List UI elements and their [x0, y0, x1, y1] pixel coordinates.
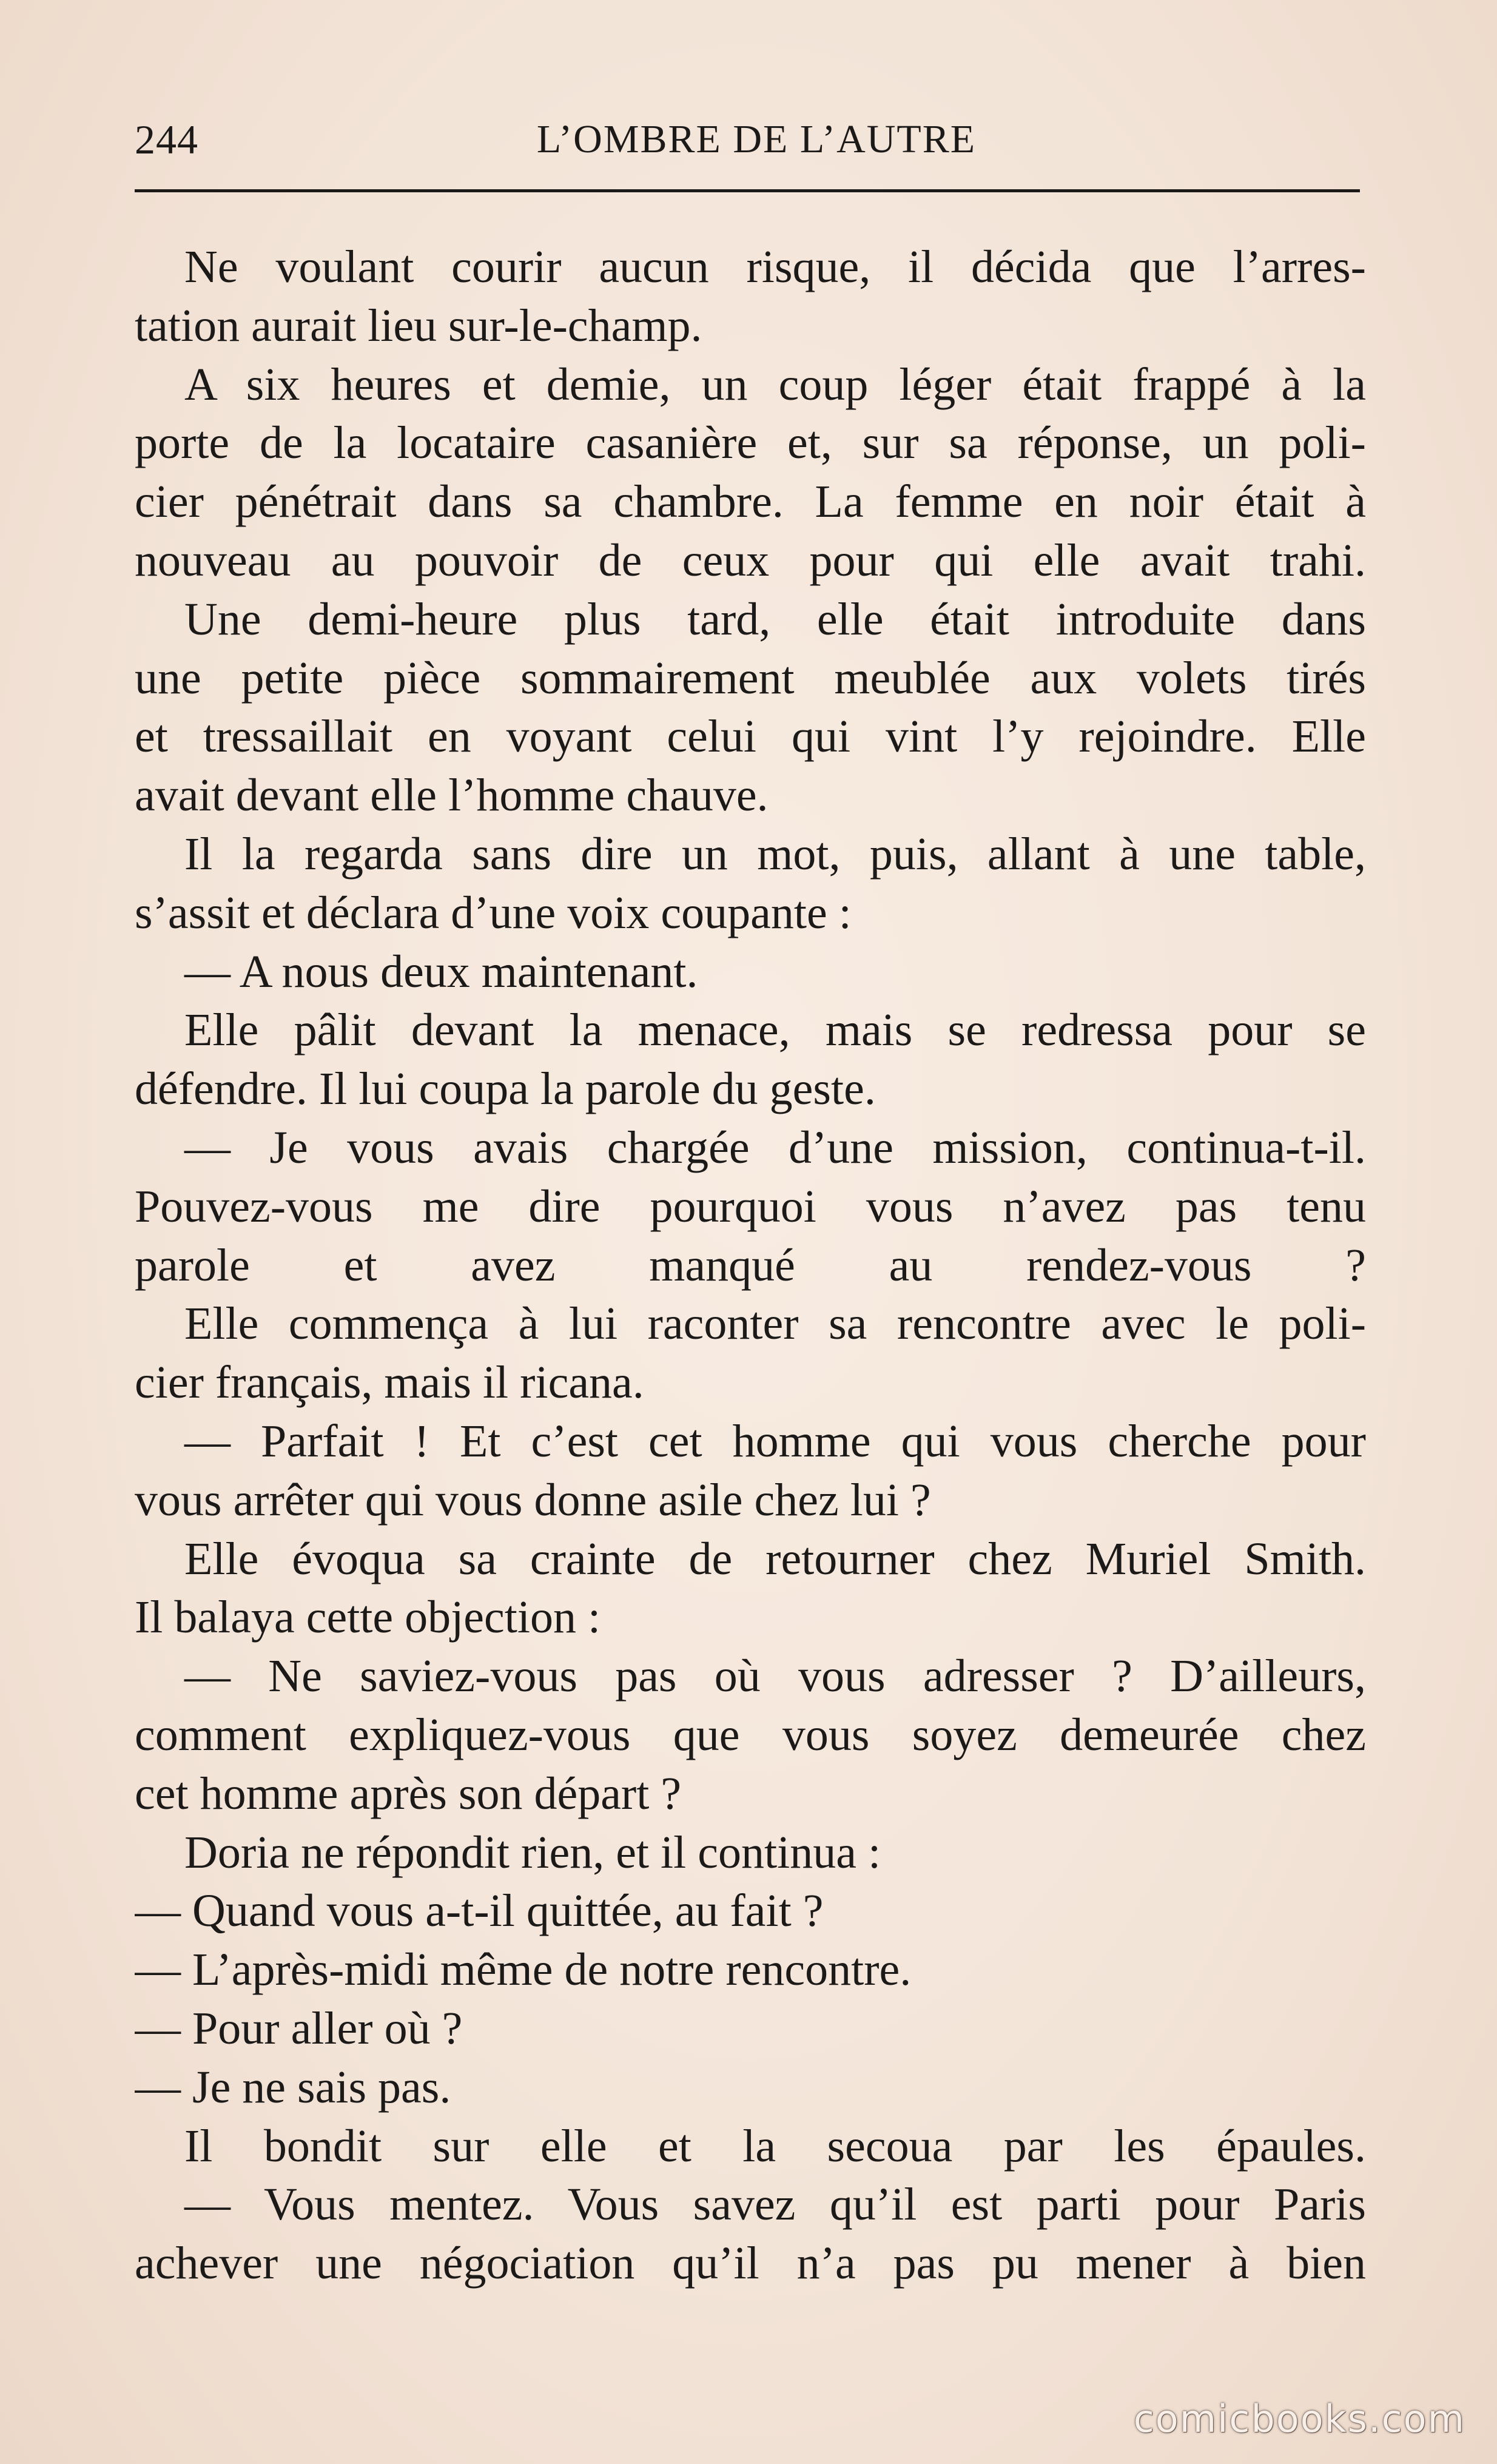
text-line: — L’après-midi même de notre rencontre. — [135, 1944, 912, 1996]
text-line: Pouvez-vous me dire pourquoi vous n’avez pas tenu — [135, 1180, 1366, 1232]
text-line: — Vous mentez. Vous savez qu’il est parti pour Paris — [184, 2179, 1366, 2230]
text-line: et tressaillait en voyant celui qui vint l’y rejoindre. Elle — [135, 711, 1366, 762]
text-line: cet homme après son départ ? — [135, 1768, 682, 1819]
text-line: — Quand vous a-t-il quittée, au fait ? — [135, 1885, 824, 1937]
running-title: L’OMBRE DE L’AUTRE — [536, 117, 977, 161]
text-line: Ne voulant courir aucun risque, il décida que l’arres- — [184, 241, 1366, 292]
text-line: cier français, mais il ricana. — [135, 1357, 644, 1409]
text-line: — Ne saviez-vous pas où vous adresser ? D’ailleurs, — [184, 1651, 1366, 1702]
text-line: une petite pièce sommairement meublée aux volets tirés — [135, 652, 1366, 704]
text-line: cier pénétrait dans sa chambre. La femme en noir était à — [135, 476, 1366, 528]
text-line: — Je ne sais pas. — [135, 2061, 451, 2113]
text-line: Il bondit sur elle et la secoua par les épaules. — [184, 2120, 1366, 2172]
text-line: avait devant elle l’homme chauve. — [135, 770, 769, 821]
watermark: comicbooks.com — [1133, 2397, 1465, 2441]
text-line: vous arrêter qui vous donne asile chez lui ? — [135, 1474, 931, 1526]
text-line: comment expliquez-vous que vous soyez demeurée chez — [135, 1709, 1366, 1760]
text-line: — A nous deux maintenant. — [184, 946, 698, 997]
text-line: — Parfait ! Et c’est cet homme qui vous cherche pour — [184, 1415, 1366, 1467]
text-line: Elle pâlit devant la menace, mais se redressa pour se — [184, 1005, 1366, 1056]
text-line: Doria ne répondit rien, et il continua : — [184, 1826, 881, 1878]
text-line: nouveau au pouvoir de ceux pour qui elle avait trahi. — [135, 534, 1366, 586]
text-line: — Pour aller où ? — [135, 2002, 463, 2054]
header-rule — [135, 189, 1360, 192]
text-line: s’assit et déclara d’une voix coupante : — [135, 887, 852, 938]
text-line: Elle évoqua sa crainte de retourner chez Muriel Smith. — [184, 1533, 1366, 1584]
text-line: Elle commença à lui raconter sa rencontre avec le poli- — [184, 1298, 1366, 1350]
page-number: 244 — [135, 116, 198, 163]
text-line: Une demi-heure plus tard, elle était introduite dans — [184, 593, 1366, 645]
text-line: porte de la locataire casanière et, sur sa réponse, un poli- — [135, 417, 1366, 469]
page-header — [135, 106, 1360, 173]
text-line: Il balaya cette objection : — [135, 1592, 601, 1643]
text-line: tation aurait lieu sur-le-champ. — [135, 300, 702, 351]
text-line: — Je vous avais chargée d’une mission, continua-t-il. — [184, 1122, 1366, 1173]
text-line: achever une négociation qu’il n’a pas pu mener à bien — [135, 2238, 1366, 2289]
text-line: A six heures et demie, un coup léger était frappé à la — [184, 358, 1366, 410]
body-text — [135, 238, 1366, 2293]
text-line: défendre. Il lui coupa la parole du geste. — [135, 1063, 876, 1115]
text-line: Il la regarda sans dire un mot, puis, allant à une table, — [184, 828, 1366, 880]
text-line: parole et avez manqué au rendez-vous ? — [135, 1239, 1366, 1291]
